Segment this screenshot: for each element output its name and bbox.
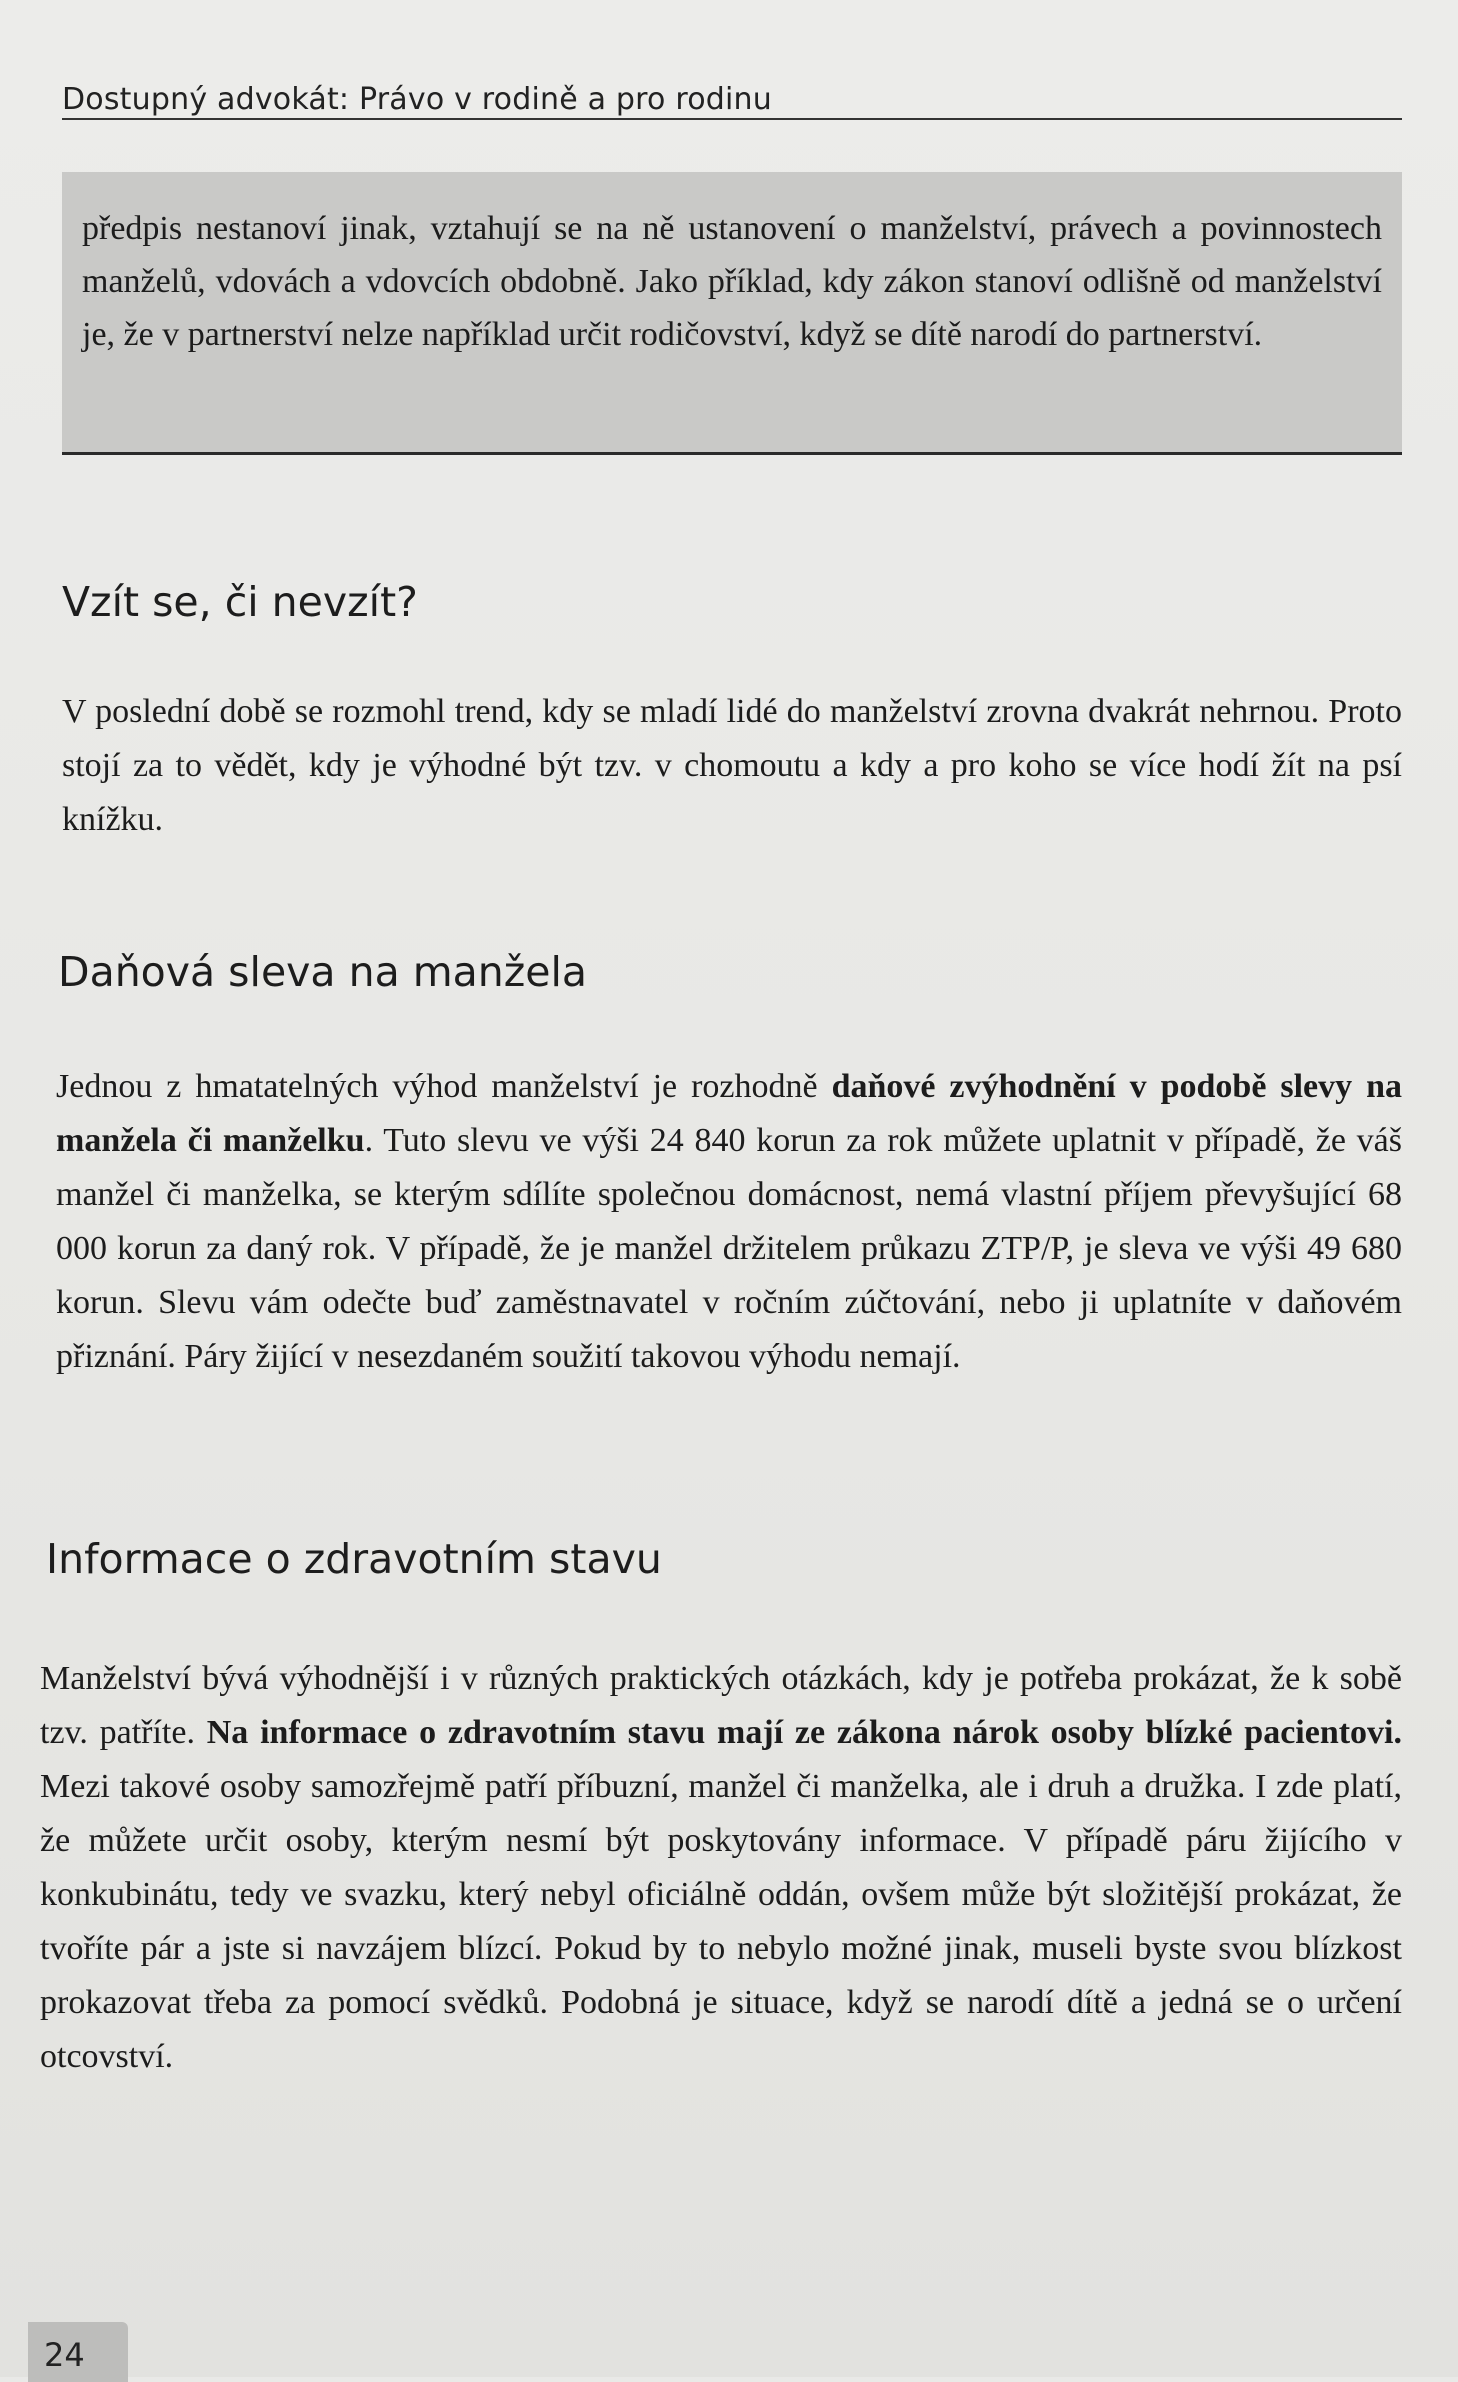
box-bottom-rule bbox=[62, 452, 1402, 455]
header-rule bbox=[62, 118, 1402, 120]
page-number: 24 bbox=[44, 2336, 85, 2374]
paragraph-text: Jednou z hmatatelných výhod manželství je rozhodně bbox=[56, 1068, 832, 1105]
section-paragraph-danova-sleva bbox=[56, 1060, 1402, 1384]
section-paragraph-informace bbox=[40, 1652, 1402, 2084]
section-paragraph-vzit-se: V poslední době se rozmohl trend, kdy se mladí lidé do manželství zrovna dvakrát nehrnou. Proto stojí za to vědět, kdy je výhodné být tzv. v chomoutu a kdy a pro koho se více hodí žít na psí knížku. bbox=[62, 693, 1402, 838]
paragraph-bold-text: Na informace o zdravotním stavu mají ze zákona nárok osoby blízké pacientovi. bbox=[206, 1714, 1403, 1751]
paragraph-bold-text: daňové zvýhodnění v podobě slevy na manžela či manželku bbox=[56, 1068, 1402, 1159]
paragraph-text: . Tuto slevu ve výši 24 840 korun za rok můžete uplatnit v případě, že váš manžel či manželka, se kterým sdílíte společnou domácnost, nemá vlastní příjem převyšující 68 000 korun za daný rok. V případě, že je manžel držitelem průkazu ZTP/P, je sleva ve výši 49 680 korun. Slevu vám odečte buď zaměstnavatel v ročním zúčtování, nebo ji uplatníte v daňovém přiznání. Páry žijící v nesezdaném soužití takovou výhodu nemají. bbox=[56, 1122, 1403, 1375]
paragraph-text: Mezi takové osoby samozřejmě patří příbuzní, manžel či manželka, ale i druh a družka. I zde platí, že můžete určit osoby, kterým nesmí být poskytovány informace. V případě páru žijícího v konkubinátu, tedy ve svazku, který nebyl oficiálně oddán, ovšem může být složitější prokázat, že tvoříte pár a jste si navzájem blízcí. Pokud by to nebylo možné jinak, museli byste svou blízkost prokazovat třeba za pomocí svědků. Podobná je situace, když se narodí dítě a jedná se o určení otcovství. bbox=[40, 1768, 1402, 2075]
section-heading-vzit-se: Vzít se, či nevzít? bbox=[62, 578, 418, 626]
section-heading-informace: Informace o zdravotním stavu bbox=[46, 1535, 662, 1583]
running-header: Dostupný advokát: Právo v rodině a pro rodinu bbox=[62, 82, 772, 117]
shaded-box-text: předpis nestanoví jinak, vztahují se na ně ustanovení o manželství, právech a povinnostech manželů, vdovách a vdovcích obdobně. Jako příklad, kdy zákon stanoví odlišně od manželství je, že v partnerství nelze například určit rodičovství, když se dítě narodí do partnerství. bbox=[82, 210, 1382, 353]
section-heading-danova-sleva: Daňová sleva na manžela bbox=[58, 948, 588, 996]
paragraph-text: Manželství bývá výhodnější i v různých praktických otázkách, kdy je potřeba prokázat, že k sobě tzv. patříte. bbox=[40, 1660, 1402, 1751]
